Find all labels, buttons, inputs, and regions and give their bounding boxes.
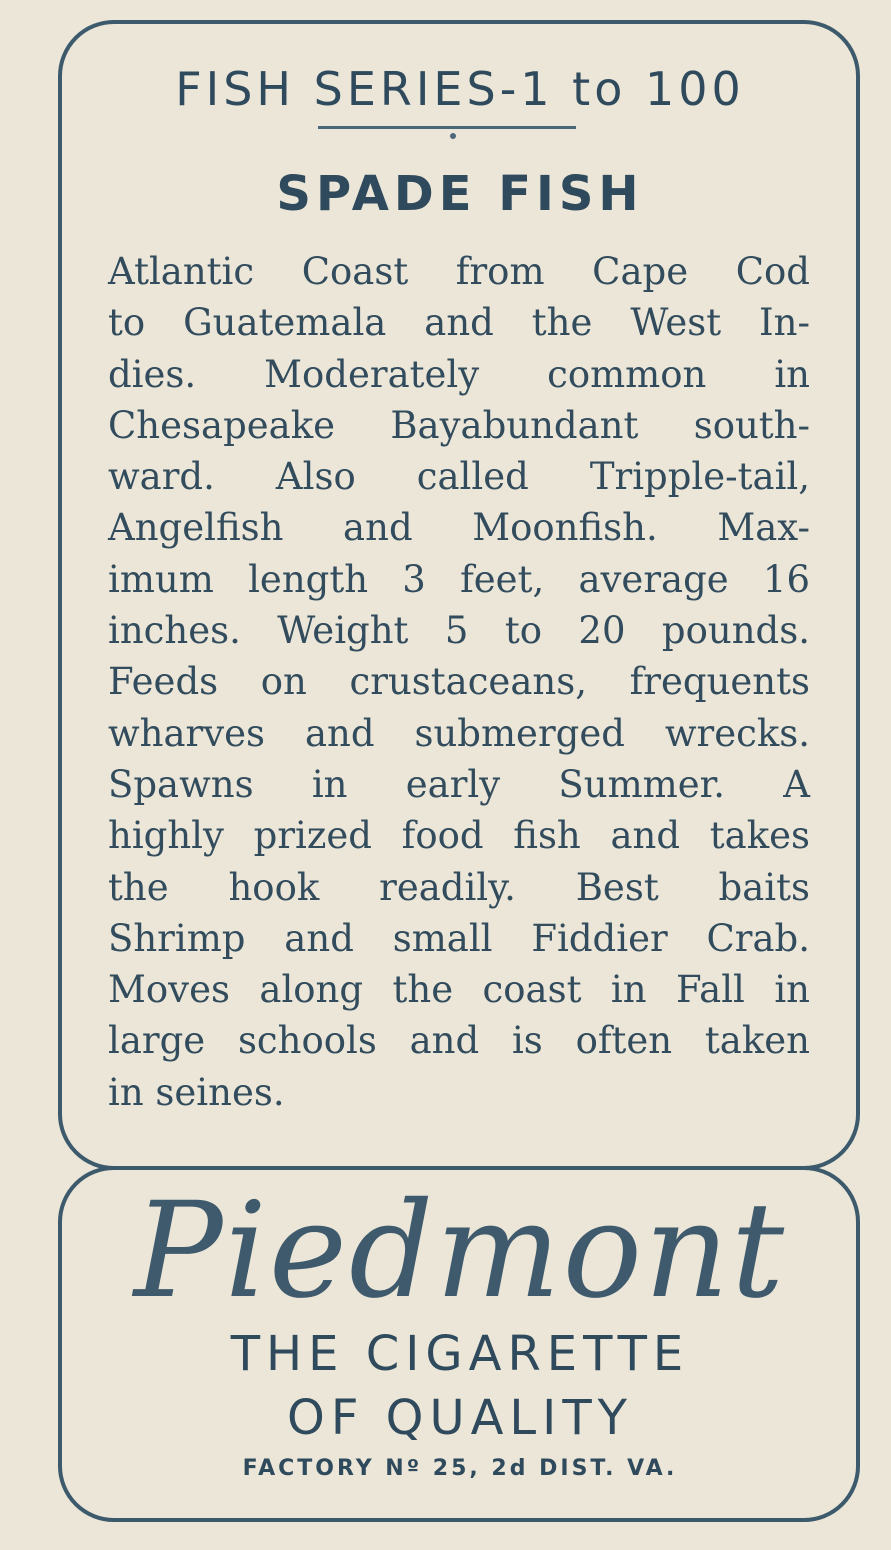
brand-logo: Piedmont [133, 1174, 787, 1328]
description-line: wharves and submerged wrecks. [108, 711, 810, 755]
title-divider [318, 126, 576, 129]
tagline-line-2: OF QUALITY [287, 1390, 633, 1446]
fish-name: SPADE FISH [276, 166, 644, 222]
description-line: dies. Moderately common in [108, 352, 810, 396]
description-line: Feeds on crustaceans, frequents [108, 660, 810, 704]
description-line: Spawns in early Summer. A [108, 762, 810, 806]
description-line: large schools and is often taken [108, 1019, 810, 1063]
description-line: to Guatemala and the West In- [108, 301, 810, 345]
series-title: FISH SERIES-1 to 100 [175, 62, 745, 116]
description-line: highly prized food fish and takes [108, 814, 810, 858]
description-line: imum length 3 feet, average 16 [108, 557, 810, 601]
description-line: the hook readily. Best baits [108, 865, 810, 909]
description-line: ward. Also called Tripple-tail, [108, 455, 810, 499]
description-line: Angelfish and Moonfish. Max- [108, 506, 810, 550]
tagline-line-1: THE CIGARETTE [230, 1326, 690, 1382]
description-line: Chesapeake Bayabundant south- [108, 403, 810, 447]
description-line: Moves along the coast in Fall in [108, 968, 810, 1012]
factory-info: FACTORY Nº 25, 2d DIST. VA. [242, 1456, 678, 1481]
divider-dot [450, 133, 456, 139]
description-line: Shrimp and small Fiddier Crab. [108, 916, 810, 960]
description-line: in seines. [108, 1070, 285, 1114]
description-line: Atlantic Coast from Cape Cod [108, 250, 810, 293]
description-line: inches. Weight 5 to 20 pounds. [108, 609, 810, 653]
description-text [108, 246, 810, 1118]
